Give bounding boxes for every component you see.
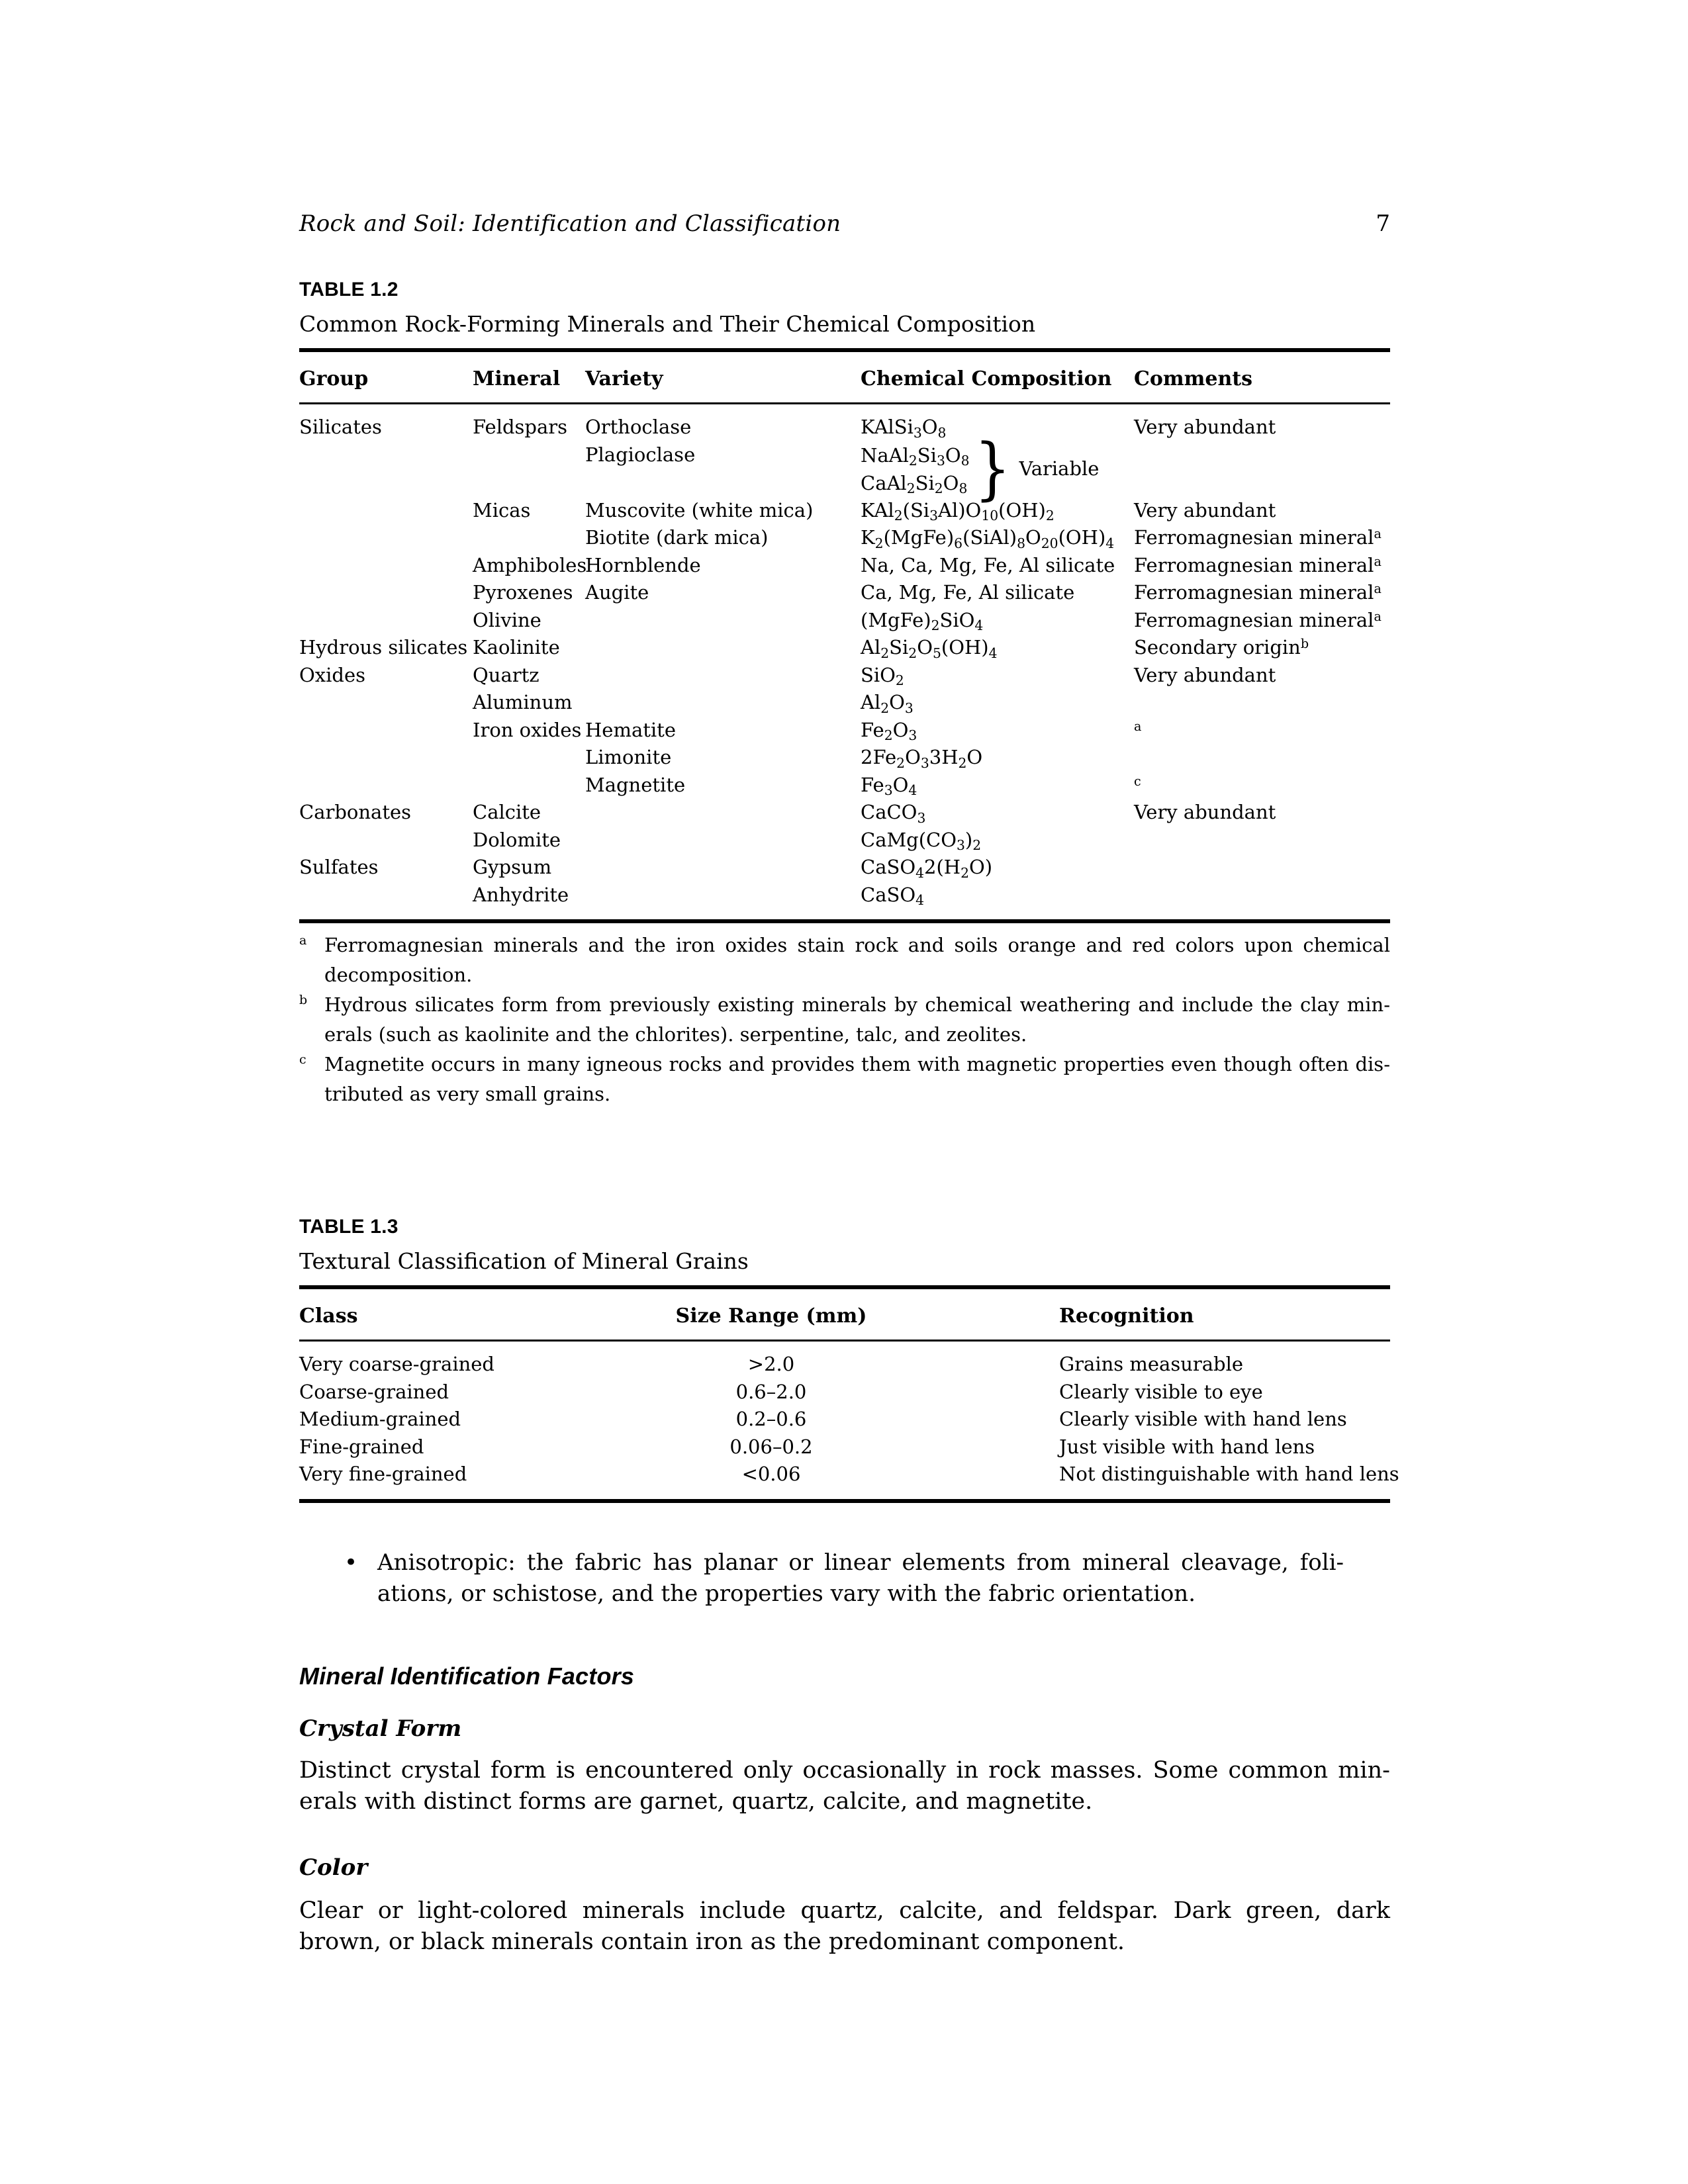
- footnote-text: [324, 931, 1390, 990]
- table-cell: Limonite: [585, 746, 672, 768]
- table-cell-spacer: [884, 1433, 1059, 1461]
- chemical-formula: $CaAl_2Si_2O_8$: [861, 471, 968, 497]
- footnote: [299, 990, 1390, 1050]
- table-cell: $CaSO_42(H_2O)$: [861, 856, 993, 881]
- table-cell: Iron oxides: [473, 718, 582, 741]
- table-cell: Carbonates: [299, 801, 412, 823]
- table-cell: [299, 441, 473, 497]
- table-cell: Anhydrite: [473, 883, 569, 906]
- table-cell: [299, 497, 473, 525]
- table-cell: $2Fe_2O_33H_2O$: [861, 746, 983, 771]
- table-cell: [585, 854, 861, 882]
- footnote-line: Ferromagnesian minerals and the iron oxides stain rock and soils orange and red colors upon chemical: [324, 934, 1390, 956]
- table-1-2-header-row: [299, 352, 1390, 402]
- table-cell: [1134, 689, 1390, 717]
- brace-glyph: }: [974, 429, 1011, 508]
- column-header: Chemical Composition: [861, 367, 1112, 390]
- table-1-2-caption: Common Rock-Forming Minerals and Their Chemical Composition: [299, 311, 1036, 337]
- table-cell: $KAl_2(Si_3Al)O_{10}(OH)_2$: [861, 498, 1055, 524]
- table-cell: Amphiboles: [473, 553, 587, 576]
- table-row: [299, 429, 1390, 508]
- table-1-3-body: [299, 1342, 1399, 1499]
- table-cell: 0.6–2.0: [735, 1380, 807, 1403]
- table-row: [299, 552, 1390, 580]
- table-cell: Ferromagnesian mineral$^a$: [1134, 608, 1382, 631]
- table-cell: CaCO$_3$: [861, 801, 926, 826]
- bullet-icon: •: [344, 1549, 358, 1576]
- table-cell: [1134, 854, 1390, 882]
- table-row: [299, 772, 1390, 799]
- table-cell: Very abundant: [1134, 663, 1276, 686]
- footnote-text: [324, 1050, 1390, 1109]
- paragraph-crystal-form: [299, 1755, 1390, 1817]
- table-row: [299, 662, 1390, 690]
- table-cell: Quartz: [473, 663, 539, 686]
- variable-label: Variable: [1019, 457, 1100, 480]
- footnote-text: [324, 990, 1390, 1050]
- table-cell: a: [1134, 718, 1142, 734]
- table-1-3: [299, 1215, 1399, 1503]
- text-line: erals with distinct forms are garnet, quartz, calcite, and magnetite.: [299, 1788, 1093, 1815]
- table-cell: [473, 744, 585, 772]
- text-line: Anisotropic: the fabric has planar or linear elements from mineral cleavage, foli-: [377, 1549, 1344, 1576]
- table-1-2-footnotes: [299, 931, 1390, 1109]
- table-cell: [585, 607, 861, 635]
- table-cell: $CaMg(CO_3)_2$: [861, 828, 982, 854]
- section-heading-mineral-identification-factors: Mineral Identification Factors: [299, 1662, 635, 1690]
- table-cell: Coarse-grained: [299, 1380, 449, 1403]
- table-row: [299, 497, 1390, 525]
- table-cell: [299, 524, 473, 552]
- running-head-title: Rock and Soil: Identification and Classification: [299, 210, 841, 237]
- bullet-text: [377, 1547, 1344, 1610]
- table-cell: Not distinguishable with hand lens: [1059, 1463, 1399, 1485]
- column-header: Comments: [1134, 367, 1253, 390]
- table-row: [299, 882, 1390, 909]
- table-1-3-caption: Textural Classification of Mineral Grains: [299, 1248, 749, 1274]
- footnote-marker: a: [299, 933, 307, 948]
- bullet-item: [344, 1547, 1350, 1610]
- table-row: [299, 744, 1390, 772]
- text-line: Clear or light-colored minerals include quartz, calcite, and feldspar. Dark green, dark: [299, 1897, 1390, 1924]
- table-cell: Fine-grained: [299, 1435, 424, 1458]
- footnote: [299, 931, 1390, 990]
- table-cell: [585, 689, 861, 717]
- table-row: [299, 1461, 1399, 1488]
- table-bottom-rule: [299, 919, 1390, 923]
- table-cell: [299, 882, 473, 909]
- table-cell: Very fine-grained: [299, 1463, 467, 1485]
- table-1-3-label: TABLE 1.3: [299, 1216, 399, 1238]
- table-cell: Ferromagnesian mineral$^a$: [1134, 581, 1382, 604]
- table-cell: [299, 717, 473, 745]
- table-cell: Kaolinite: [473, 636, 560, 659]
- table-cell: Ca, Mg, Fe, Al silicate: [861, 581, 1075, 604]
- table-cell: $(MgFe)_2SiO_4$: [861, 608, 984, 634]
- table-cell: [585, 662, 861, 690]
- table-1-2: [299, 278, 1390, 923]
- table-row: [299, 854, 1390, 882]
- table-row: [299, 579, 1390, 607]
- table-cell: Biotite (dark mica): [585, 526, 769, 549]
- table-cell: Calcite: [473, 801, 541, 823]
- table-cell: Hornblende: [585, 553, 701, 576]
- table-cell: Oxides: [299, 663, 366, 686]
- table-cell: Very abundant: [1134, 498, 1276, 522]
- table-cell-spacer: [884, 1461, 1059, 1488]
- table-bottom-rule: [299, 1499, 1390, 1503]
- table-cell: >2.0: [747, 1353, 795, 1375]
- table-cell: $K_2(MgFe)_6(SiAl)_8O_{20}(OH)_4$: [861, 526, 1115, 551]
- table-row: [299, 689, 1390, 717]
- column-header: Recognition: [1059, 1304, 1194, 1328]
- table-cell: Very abundant: [1134, 416, 1276, 438]
- table-cell: <0.06: [741, 1463, 801, 1485]
- table-row: [299, 827, 1390, 854]
- table-cell: Na, Ca, Mg, Fe, Al silicate: [861, 553, 1115, 576]
- column-header: Class: [299, 1304, 358, 1328]
- column-header: Variety: [585, 367, 663, 390]
- table-cell: Plagioclase: [585, 443, 696, 466]
- table-cell: [1134, 827, 1390, 854]
- table-cell: [473, 772, 585, 799]
- subheading-crystal-form: Crystal Form: [299, 1715, 462, 1742]
- column-header: Size Range (mm): [675, 1304, 867, 1328]
- column-header: Group: [299, 367, 369, 390]
- footnote-line: decomposition.: [324, 964, 473, 986]
- text-line: ations, or schistose, and the properties vary with the fabric orientation.: [377, 1580, 1196, 1607]
- table-cell: [299, 579, 473, 607]
- table-row: [299, 414, 1390, 441]
- table-cell: Silicates: [299, 416, 382, 438]
- chemical-formula: $NaAl_2Si_3O_8$: [861, 443, 970, 469]
- table-cell: 0.06–0.2: [729, 1435, 813, 1458]
- table-cell: Hematite: [585, 718, 676, 741]
- table-cell: Micas: [473, 498, 531, 522]
- table-cell: CaSO$_4$: [861, 883, 925, 909]
- table-cell-spacer: [884, 1379, 1059, 1406]
- table-cell: [585, 827, 861, 854]
- table-row: [299, 1379, 1390, 1406]
- table-cell: Aluminum: [473, 691, 573, 713]
- table-cell: [473, 524, 585, 552]
- table-cell: Gypsum: [473, 856, 552, 878]
- running-head: [299, 210, 1390, 237]
- table-cell: [299, 552, 473, 580]
- table-cell: $Fe_2O_3$: [861, 718, 917, 744]
- footnote-marker: c: [299, 1052, 306, 1067]
- table-cell: Orthoclase: [585, 416, 692, 438]
- table-row: [299, 1351, 1390, 1379]
- table-row: [299, 524, 1390, 552]
- table-cell: Muscovite (white mica): [585, 498, 814, 522]
- table-cell: Ferromagnesian mineral$^a$: [1134, 526, 1382, 549]
- footnote-line: erals (such as kaolinite and the chlorites). serpentine, talc, and zeolites.: [324, 1023, 1027, 1046]
- table-cell: Ferromagnesian mineral$^a$: [1134, 553, 1382, 576]
- table-cell: Very coarse-grained: [299, 1353, 494, 1375]
- table-row: [299, 1433, 1390, 1461]
- table-row: [299, 717, 1390, 745]
- table-cell: [473, 441, 585, 497]
- table-row: [299, 634, 1390, 662]
- table-cell: Sulfates: [299, 856, 379, 878]
- table-cell: [1134, 441, 1390, 497]
- table-cell: [585, 882, 861, 909]
- table-1-2-body: [299, 404, 1390, 919]
- paragraph-color: [299, 1895, 1390, 1958]
- table-cell: [299, 689, 473, 717]
- table-1-2-label: TABLE 1.2: [299, 279, 399, 300]
- column-header: [884, 1304, 1059, 1329]
- table-cell-spacer: [884, 1406, 1059, 1433]
- page-number: 7: [1376, 210, 1390, 237]
- table-cell: [585, 634, 861, 662]
- table-cell: Grains measurable: [1059, 1353, 1244, 1375]
- table-cell: [299, 607, 473, 635]
- table-cell: $KAlSi_3O_8$: [861, 416, 947, 441]
- table-cell: Magnetite: [585, 773, 686, 796]
- text-line: Distinct crystal form is encountered only occasionally in rock masses. Some common min-: [299, 1757, 1390, 1784]
- table-cell: [1134, 744, 1390, 772]
- table-cell: Olivine: [473, 608, 541, 631]
- table-cell: Clearly visible with hand lens: [1059, 1408, 1347, 1430]
- footnote-marker: b: [299, 993, 308, 1007]
- table-cell: Very abundant: [1134, 801, 1276, 823]
- table-cell: Pyroxenes: [473, 581, 573, 604]
- table-cell: Clearly visible to eye: [1059, 1380, 1263, 1403]
- table-cell: Medium-grained: [299, 1408, 461, 1430]
- table-cell: $Al_2Si_2O_5(OH)_4$: [861, 636, 998, 661]
- table-cell-spacer: [884, 1351, 1059, 1379]
- table-cell: 0.2–0.6: [735, 1408, 807, 1430]
- footnote: [299, 1050, 1390, 1109]
- table-cell: [299, 744, 473, 772]
- text-line: brown, or black minerals contain iron as the predominant component.: [299, 1929, 1125, 1955]
- table-row: [299, 1406, 1390, 1433]
- table-cell: $Fe_3O_4$: [861, 773, 917, 799]
- formula-lines: [861, 441, 970, 497]
- footnote-line: Hydrous silicates form from previously existing minerals by chemical weathering and include the clay min-: [324, 993, 1390, 1016]
- table-cell: Dolomite: [473, 828, 561, 851]
- column-header: Mineral: [473, 367, 561, 390]
- table-row: [299, 799, 1390, 827]
- footnote-line: tributed as very small grains.: [324, 1083, 611, 1105]
- table-cell: Just visible with hand lens: [1059, 1435, 1315, 1458]
- table-cell: [299, 772, 473, 799]
- table-cell: $Al_2O_3$: [861, 691, 914, 716]
- formula-brace-group: [861, 429, 1134, 508]
- table-cell: [585, 799, 861, 827]
- subheading-color: Color: [299, 1854, 368, 1881]
- table-cell: SiO$_2$: [861, 663, 904, 689]
- table-cell: Secondary origin$^b$: [1134, 636, 1309, 659]
- table-cell: c: [1134, 773, 1141, 789]
- table-cell: [1134, 882, 1390, 909]
- table-cell: Feldspars: [473, 416, 568, 438]
- table-1-3-header-row: [299, 1289, 1390, 1340]
- table-cell: Augite: [585, 581, 649, 604]
- table-cell: Hydrous silicates: [299, 636, 468, 659]
- table-cell: [299, 827, 473, 854]
- footnote-line: Magnetite occurs in many igneous rocks and provides them with magnetic properties even though often dis-: [324, 1053, 1390, 1075]
- table-row: [299, 607, 1390, 635]
